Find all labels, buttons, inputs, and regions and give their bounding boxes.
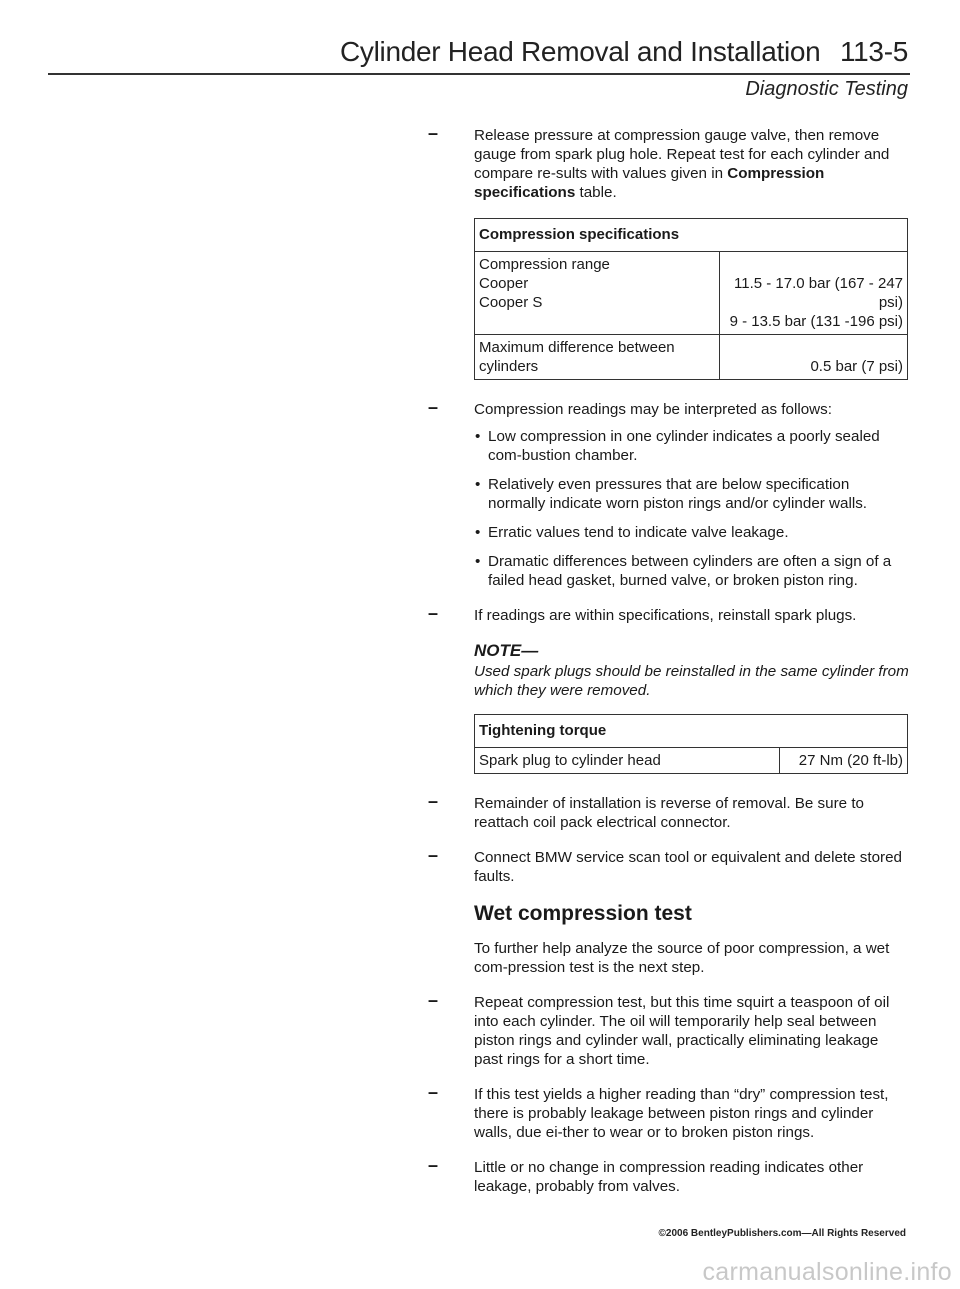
label-compression-range: Compression range [479, 256, 610, 273]
note-title: NOTE— [474, 641, 539, 660]
step-text: If readings are within specifications, reinstall spark plugs. [474, 607, 857, 624]
value-cooper-s: 9 - 13.5 bar (131 -196 psi) [729, 313, 903, 330]
list-item: • Dramatic differences between cylinders are often a sign of a failed head gasket, burned valve, or broken piston ring. [474, 552, 910, 590]
label-cooper: Cooper [479, 275, 529, 292]
step-dash: – [428, 845, 439, 865]
step-dash: – [428, 1082, 439, 1102]
step-dash: – [428, 603, 439, 623]
step-text: Compression readings may be interpreted as follows: [474, 401, 832, 418]
value-cooper: 11.5 - 17.0 bar (167 - 247 psi) [734, 275, 903, 311]
step-text: Connect BMW service scan tool or equivalent and delete stored faults. [474, 849, 903, 885]
step-remainder-installation [428, 791, 910, 832]
torque-value: 27 Nm (20 ft-lb) [780, 748, 908, 774]
interpretation-list [474, 427, 910, 590]
watermark: carmanualsonline.info [702, 1258, 952, 1286]
list-item: • Erratic values tend to indicate valve leakage. [474, 523, 910, 542]
step-interpret-readings [428, 397, 910, 590]
compression-table-title: Compression specifications [475, 219, 908, 252]
step-text: Little or no change in compression reading indicates other leakage, probably from valves. [474, 1159, 864, 1195]
list-item: • Relatively even pressures that are below specification normally indicate worn piston rings and/or cylinder walls. [474, 475, 910, 513]
step-no-change [428, 1155, 910, 1196]
label-cooper-s: Cooper S [479, 294, 543, 311]
step-text-end: table. [575, 184, 617, 201]
copyright-footer: ©2006 BentleyPublishers.com—All Rights Reserved [658, 1228, 906, 1239]
step-dash: – [428, 990, 439, 1010]
step-scan-tool [428, 845, 910, 886]
header-rule [48, 73, 910, 75]
label-max-difference: Maximum difference between [479, 339, 675, 356]
step-dash: – [428, 397, 439, 417]
wet-compression-intro: To further help analyze the source of poor compression, a wet com-pression test is the next step. [474, 940, 890, 976]
step-dash: – [428, 123, 439, 143]
list-item: • Low compression in one cylinder indicates a poorly sealed com-bustion chamber. [474, 427, 910, 465]
wet-compression-heading: Wet compression test [474, 902, 692, 925]
torque-table-title: Tightening torque [475, 715, 908, 748]
torque-label: Spark plug to cylinder head [475, 748, 780, 774]
torque-table [474, 714, 908, 774]
step-text: Remainder of installation is reverse of removal. Be sure to reattach coil pack electrical connector. [474, 795, 864, 831]
compression-range-labels [475, 252, 720, 335]
step-text: If this test yields a higher reading than “dry” compression test, there is probably leakage between piston rings and cylinder walls, due ei-ther to wear or to broken piston rings. [474, 1086, 889, 1141]
step-dash: – [428, 791, 439, 811]
page-number: 113-5 [839, 36, 908, 67]
step-dash: – [428, 1155, 439, 1175]
page-title-text: Cylinder Head Removal and Installation [340, 36, 821, 67]
label-cylinders: cylinders [479, 358, 539, 375]
value-max-difference: 0.5 bar (7 psi) [810, 358, 903, 375]
main-column [428, 123, 910, 1212]
compression-spec-table [474, 218, 908, 380]
step-reinstall-plugs [428, 603, 910, 625]
step-repeat-test [428, 990, 910, 1069]
max-difference-value-cell [720, 335, 908, 380]
step-higher-reading [428, 1082, 910, 1142]
page-title [340, 36, 908, 68]
compression-range-values [720, 252, 908, 335]
step-text-bold: Compression specifications [474, 165, 825, 201]
step-text: Repeat compression test, but this time squirt a teaspoon of oil into each cylinder. The oil will temporarily help seal between piston rings and cylinder wall, practically eliminating leakage past rings for a short time. [474, 994, 890, 1068]
step-release-pressure [428, 123, 910, 202]
max-difference-label [475, 335, 720, 380]
step-text: Release pressure at compression gauge valve, then remove gauge from spark plug hole. Repeat test for each cylinder and compare re-sults with values given in [474, 127, 890, 182]
section-subtitle: Diagnostic Testing [745, 78, 908, 100]
note-body: Used spark plugs should be reinstalled in the same cylinder from which they were removed. [474, 663, 909, 699]
